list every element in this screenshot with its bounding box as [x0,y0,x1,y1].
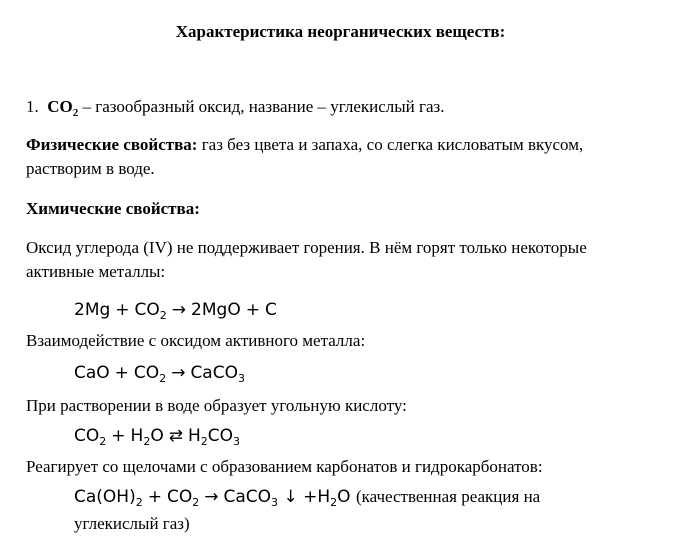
reaction-mg-co2: $2Mg + CO_2 \to 2MgO + C$ [74,300,277,322]
physical-text-2: растворим в воде. [26,159,155,178]
item-description: – газообразный оксид, название – углекислый газ. [78,97,445,116]
chemical-text-2: Взаимодействие с оксидом активного металла: [26,331,366,350]
chemical-intro-1: Оксид углерода (IV) не поддерживает горения. В нём горят только некоторые [26,238,587,257]
reaction-cao-co2: CaO + $CO_2$ → CaCO$_3$ [74,363,245,385]
chemical-intro-2: активные металлы: [26,262,166,281]
physical-label: Физические свойства: [26,135,198,154]
reaction-note-2: углекислый газ) [74,514,190,533]
item-co2-line [26,97,445,117]
chemical-text-3: При растворении в воде образует угольную кислоту: [26,396,407,415]
page-title: Характеристика неорганических веществ: [175,22,506,41]
item-formula: $CO_2$ [47,97,79,119]
chemical-label: Химические свойства: [26,199,200,218]
chemical-text-4: Реагирует со щелочами с образованием карбонатов и гидрокарбонатов: [26,457,543,476]
reaction-co2-h2o: $CO_2 + H_2O$ ⇄ $H_2CO_3$ [74,426,241,448]
reaction-note: (качественная реакция на [355,487,541,506]
item-number: 1. [26,97,39,116]
reaction-caoh2-co2: $Ca(OH)_2 + CO_2$ → CaCO$_3$ ↓ $+H_2O$ (качественная реакция на [74,487,541,509]
physical-text-1: газ без цвета и запаха, со слегка кисловатым вкусом, [197,135,584,154]
physical-properties-line1 [26,135,583,155]
